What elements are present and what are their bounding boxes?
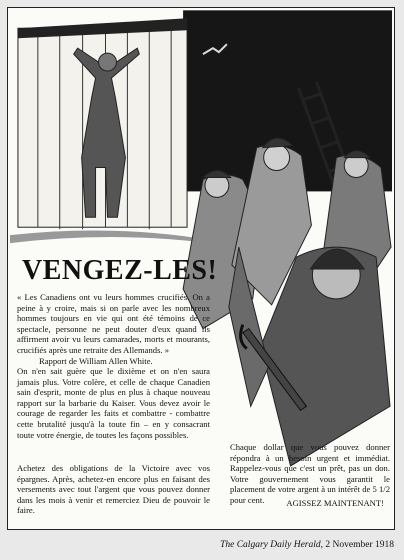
right-paragraph: Chaque dollar que vous pouvez donner répondra à un besoin urgent et immédiat. Rappelez-vous que c'est un prêt, pas un don. Votre gouvernement vous garantit le placement de votre argent à un intérêt de 5 1/2 pour cent. (230, 442, 390, 505)
call-to-action: AGISSEZ MAINTENANT! (286, 498, 384, 508)
quote-text: « Les Canadiens ont vu leurs hommes crucifiés. On a peine à y croire, mais si on parle avec les nombreux hommes toujours en vie qui ont été témoins de ce spectacle, personne ne peut douter d'eux quand ils affirment avoir vu leurs camarades, morts et mourants, crucifiés après une retraite des Allemands. » (17, 292, 210, 355)
body-paragraph-1: On n'en sait guère que le dixième et on n'en saura jamais plus. Votre colère, et celle de chaque Canadien sain d'esprit, monte de plus en plus à chaque nouveau rapport sur la barbarie du Kaiser. Vous devez avoir le courage de regarder les faits et combattre - combattre cette brutalité jusqu'à la toute fin – en y consacrant toute votre énergie, de toutes les façons possibles. (17, 366, 210, 440)
caption-date: , 2 November 1918 (320, 540, 394, 550)
source-caption (220, 540, 394, 550)
poster (7, 7, 395, 530)
caption-publication: The Calgary Daily Herald (220, 540, 321, 550)
soldiers-crowd (183, 138, 391, 466)
body-paragraph-2: Achetez des obligations de la Victoire avec vos épargnes. Après, achetez-en encore plus en faisant des versements avec tout l'argent que vous pouvez donner dans les mois à venir et remerciez Dieu de pouvoir le faire. (17, 463, 210, 516)
quote-source: Rapport de William Allen White. (39, 355, 153, 366)
headline: VENGEZ-LES! (22, 255, 218, 286)
quote-block (17, 292, 210, 366)
